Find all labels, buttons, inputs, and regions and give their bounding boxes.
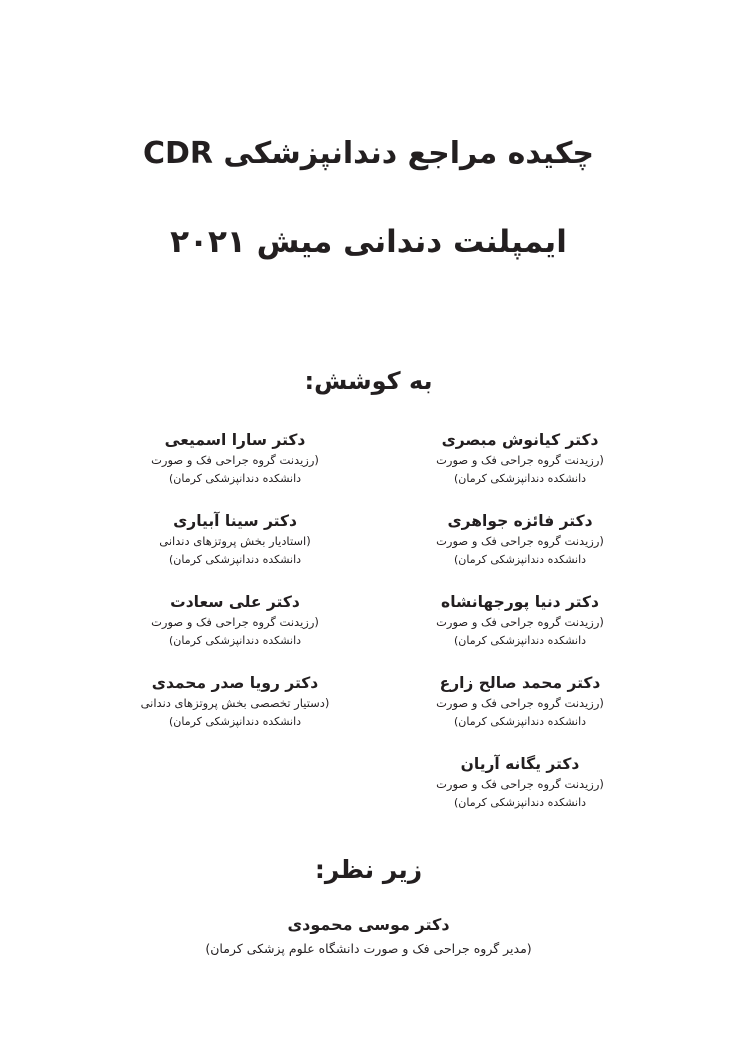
author-role: (رزیدنت گروه جراحی فک و صورت [436, 696, 604, 710]
author-affiliation: دانشکده دندانپزشکی کرمان) [453, 796, 587, 809]
author-name: دکتر یگانه آریان [460, 755, 580, 773]
author-affiliation: دانشکده دندانپزشکی کرمان) [168, 634, 302, 647]
authors-column-left [90, 430, 380, 754]
author-name: دکتر دنیا پورجهانشاه [441, 593, 599, 611]
author-affiliation: دانشکده دندانپزشکی کرمان) [453, 634, 587, 647]
author-role: (رزیدنت گروه جراحی فک و صورت [436, 453, 604, 467]
author-role: (رزیدنت گروه جراحی فک و صورت [151, 615, 319, 629]
author-entry [375, 673, 665, 754]
authors-heading: به کوشش: [304, 367, 433, 395]
author-name: دکتر رویا صدر محمدی [151, 674, 319, 692]
author-entry [90, 592, 380, 673]
author-affiliation: دانشکده دندانپزشکی کرمان) [453, 715, 587, 728]
author-name: دکتر سارا اسمیعی [164, 431, 306, 449]
author-name: دکتر علی سعادت [170, 593, 300, 611]
supervisor-heading: زیر نظر: [314, 855, 423, 884]
supervisor-role: (مدیر گروه جراحی فک و صورت دانشگاه علوم پزشکی کرمان) [205, 941, 532, 956]
author-role: (رزیدنت گروه جراحی فک و صورت [151, 453, 319, 467]
author-affiliation: دانشکده دندانپزشکی کرمان) [453, 553, 587, 566]
author-entry [375, 430, 665, 511]
author-role: (رزیدنت گروه جراحی فک و صورت [436, 534, 604, 548]
supervisor-entry [0, 912, 737, 960]
book-title: چکیده مراجع دندانپزشکی CDR [142, 136, 595, 171]
authors-column-right [375, 430, 665, 835]
author-entry [90, 673, 380, 754]
author-entry [375, 592, 665, 673]
author-entry [90, 511, 380, 592]
author-affiliation: دانشکده دندانپزشکی کرمان) [168, 472, 302, 485]
supervisor-name: دکتر موسی محمودی [287, 915, 450, 934]
author-entry [375, 511, 665, 592]
author-name: دکتر سینا آبیاری [173, 512, 297, 530]
author-name: دکتر محمد صالح زارع [439, 674, 601, 692]
author-entry [90, 430, 380, 511]
author-role: (رزیدنت گروه جراحی فک و صورت [436, 777, 604, 791]
author-name: دکتر کیانوش مبصری [441, 431, 599, 449]
author-entry [375, 754, 665, 835]
author-role: (دستیار تخصصی بخش پروتزهای دندانی [140, 696, 330, 710]
author-affiliation: دانشکده دندانپزشکی کرمان) [168, 553, 302, 566]
author-name: دکتر فائزه جواهری [447, 512, 593, 530]
author-role: (رزیدنت گروه جراحی فک و صورت [436, 615, 604, 629]
author-affiliation: دانشکده دندانپزشکی کرمان) [168, 715, 302, 728]
book-subtitle: ایمپلنت دندانی میش ۲۰۲۱ [170, 224, 567, 260]
author-affiliation: دانشکده دندانپزشکی کرمان) [453, 472, 587, 485]
author-role: (استادیار بخش پروتزهای دندانی [159, 534, 311, 548]
